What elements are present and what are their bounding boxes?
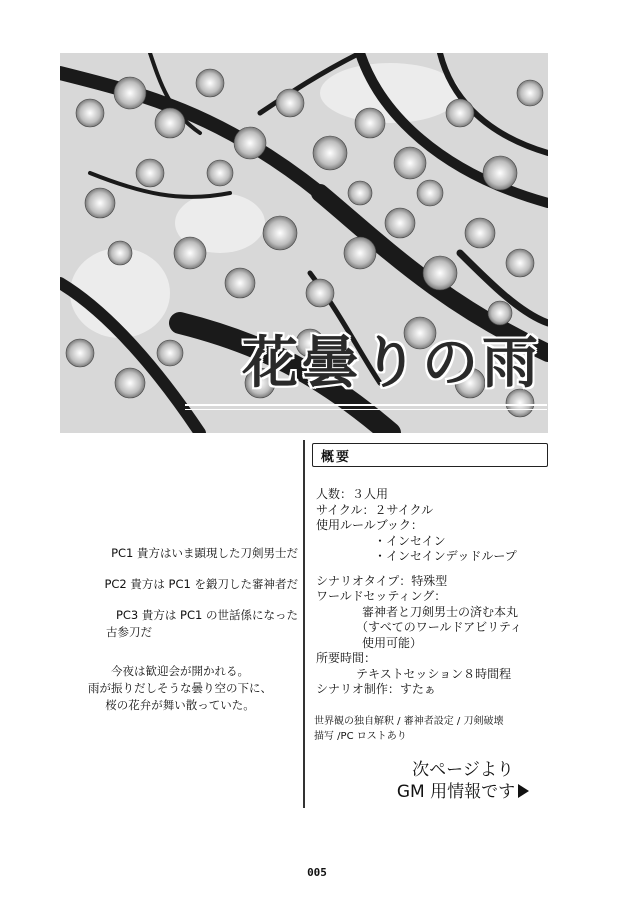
intro-line-1: 今夜は歓迎会が開かれる。	[111, 664, 249, 678]
pc2-text: PC2 貴方は PC1 を鍛刀した審神者だ	[104, 577, 298, 591]
world-setting-label: ワールドセッティング：	[316, 589, 447, 603]
summary-heading-box	[312, 443, 548, 467]
cover-title: 花曇りの雨	[242, 330, 542, 396]
column-divider	[303, 440, 305, 808]
next-page-line2-wrap	[378, 781, 548, 803]
triangle-right-icon	[518, 784, 529, 798]
cycles-line: サイクル：２サイクル	[316, 502, 434, 517]
summary-info	[316, 487, 556, 698]
world-ability-line1: （すべてのワールドアビリティ	[356, 620, 522, 634]
content-warning-line1: 世界観の独自解釈 / 審神者設定 / 刀剣破壊	[314, 716, 504, 727]
pc3-text-line2: 古参刀だ	[106, 625, 152, 639]
players-line: 人数：３人用	[316, 487, 389, 501]
pc1-text: PC1 貴方はいま顕現した刀剣男士だ	[111, 546, 298, 560]
intro-line-3: 桜の花弁が舞い散っていた。	[105, 698, 255, 712]
pc3-block	[62, 607, 298, 641]
next-page-notice	[378, 759, 548, 803]
content-warning	[314, 714, 550, 744]
next-page-line2: GM 用情報です	[396, 782, 516, 802]
pc-descriptions	[62, 545, 298, 714]
rulebook-insane: ・インセイン	[374, 533, 446, 548]
next-page-line1: 次ページより	[412, 760, 514, 780]
title-underline	[185, 404, 547, 406]
title-underline-thin	[185, 409, 547, 410]
pc3-text-line1: PC3 貴方は PC1 の世話係になった	[115, 608, 298, 622]
rulebooks-label: 使用ルールブック：	[316, 518, 423, 532]
world-ability-line2: 使用可能）	[362, 635, 423, 650]
world-setting-value: 審神者と刀剣男士の済む本丸	[362, 604, 519, 619]
page-number: 005	[307, 866, 327, 879]
time-value: テキストセッション８時間程	[356, 666, 512, 681]
intro-text	[62, 663, 298, 714]
author-line: シナリオ制作：すたぁ	[316, 682, 436, 696]
rulebook-insane-deadloop: ・インセインデッドループ	[374, 549, 517, 563]
time-label: 所要時間：	[316, 651, 377, 665]
content-warning-line2: 描写 /PC ロストあり	[314, 731, 407, 742]
intro-line-2: 雨が振りだしそうな曇り空の下に、	[88, 681, 272, 695]
summary-heading: 概要	[321, 450, 352, 465]
scenario-type-line: シナリオタイプ：特殊型	[316, 573, 448, 588]
